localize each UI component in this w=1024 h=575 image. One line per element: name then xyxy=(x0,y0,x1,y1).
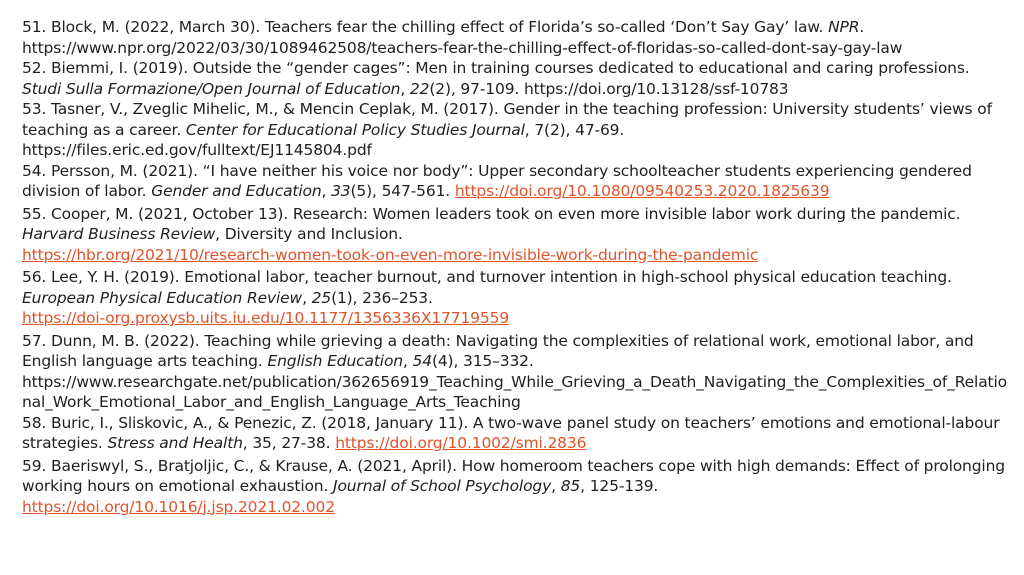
ref-tail: , Diversity and Inclusion. xyxy=(215,225,403,243)
ref-link[interactable]: https://hbr.org/2021/10/research-women-took-on-even-more-invisible-work-during-the-pandemic xyxy=(22,245,759,264)
ref-text: Baeriswyl, S., Bratjoljic, C., & Krause, A. (2021, April). How homeroom teachers cope with high demands: Effect of prolonging working hours on emotional exhaustion. xyxy=(22,456,1005,495)
ref-source: Harvard Business Review xyxy=(22,225,216,243)
reference-57: 57. Dunn, M. B. (2022). Teaching while grieving a death: Navigating the complexities of relational work, emotional labor, and English language arts teaching. English Education, 54(4), 315–332. https://www.researchgate.net/publication/362656919_Teaching_While_Grieving_a_Death_Navigating_the_Complexities_of_Relational_Work_Emotional_Labor_and_English_Language_Arts_Teaching xyxy=(22,331,1007,411)
ref-text: Buric, I., Sliskovic, A., & Penezic, Z. (2018, January 11). A two-wave panel study on teachers’ emotions and emotional-labour strategies. xyxy=(22,413,1000,452)
ref-volume: 54 xyxy=(412,352,432,370)
ref-source: English Education xyxy=(267,352,403,370)
ref-tail: (4), 315–332. xyxy=(431,352,534,370)
reference-56: 56. Lee, Y. H. (2019). Emotional labor, teacher burnout, and turnover intention in high-school physical education teaching. European Physical Education Review, 25(1), 236–253. https://doi-org.proxysb.uits.iu.edu/10.1177/1356336X17719559 xyxy=(22,268,952,327)
ref-link[interactable]: https://doi.org/10.1080/09540253.2020.1825639 xyxy=(454,182,830,200)
ref-number: 51. xyxy=(22,18,47,36)
ref-link[interactable]: https://doi.org/10.1002/smi.2836 xyxy=(335,434,587,452)
ref-volume: 22 xyxy=(409,79,430,98)
ref-text: Dunn, M. B. (2022). Teaching while grieving a death: Navigating the complexities of relational work, emotional labor, and English language arts teaching. xyxy=(22,331,974,370)
ref-volume: 85 xyxy=(560,477,581,495)
ref-number: 58. xyxy=(22,413,47,432)
ref-tail: , 35, 27-38. xyxy=(242,434,331,452)
ref-source: Journal of School Psychology xyxy=(333,477,552,495)
reference-59: 59. Baeriswyl, S., Bratjoljic, C., & Krause, A. (2021, April). How homeroom teachers cope with high demands: Effect of prolonging working hours on emotional exhaustion. Journal of School Psychology, 85, 125-139. https://doi.org/10.1016/j.jsp.2021.02.002 xyxy=(22,456,1005,516)
ref-url: https://www.researchgate.net/publication/362656919_Teaching_While_Grieving_a_Death_Navigating_the_Complexities_of_Relational_Work_Emotional_Labor_and_English_Language_Arts_Teaching xyxy=(22,372,1007,411)
ref-link[interactable]: https://doi.org/10.1016/j.jsp.2021.02.002 xyxy=(22,497,335,516)
ref-number: 52. xyxy=(22,59,47,77)
reference-51 xyxy=(22,17,1007,58)
ref-number: 59. xyxy=(22,456,47,475)
ref-number: 53. xyxy=(22,100,47,118)
ref-tail: (5), 547-561. xyxy=(350,182,451,200)
ref-text: Lee, Y. H. (2019). Emotional labor, teacher burnout, and turnover intention in high-school physical education teaching. xyxy=(50,268,952,286)
ref-number: 54. xyxy=(22,161,47,180)
ref-source: Gender and Education xyxy=(151,182,322,200)
ref-text: Persson, M. (2021). “I have neither his voice nor body”: Upper secondary schoolteacher students experiencing gendered division of labor. xyxy=(22,161,972,200)
ref-link[interactable]: https://doi-org.proxysb.uits.iu.edu/10.1177/1356336X17719559 xyxy=(22,309,510,327)
ref-text: Block, M. (2022, March 30). Teachers fear the chilling effect of Florida’s so-called ‘Don’t Say Gay’ law. xyxy=(50,18,824,36)
reference-list xyxy=(22,17,1007,517)
ref-volume: 25 xyxy=(311,288,332,307)
ref-source: European Physical Education Review xyxy=(22,288,303,307)
reference-58 xyxy=(22,413,1007,454)
ref-tail: . xyxy=(859,18,865,36)
ref-text: Biemmi, I. (2019). Outside the “gender cages”: Men in training courses dedicated to educational and caring professions. xyxy=(50,59,970,77)
ref-source: Center for Educational Policy Studies Journal xyxy=(185,120,525,139)
ref-number: 57. xyxy=(22,331,47,350)
ref-text: Tasner, V., Zveglic Mihelic, M., & Mencin Ceplak, M. (2017). Gender in the teaching profession: University students’ views of teaching as a career. xyxy=(22,100,992,139)
ref-text: Cooper, M. (2021, October 13). Research: Women leaders took on even more invisible labor work during the pandemic. xyxy=(50,204,961,223)
ref-tail: , 125-139. xyxy=(580,477,659,495)
reference-54: 54. Persson, M. (2021). “I have neither his voice nor body”: Upper secondary schoolteacher students experiencing gendered division of labor. Gender and Education, 33(5), 547-561. https://doi.org/10.1080/09540253.2020.1825639 xyxy=(22,161,972,200)
reference-52: 52. Biemmi, I. (2019). Outside the “gender cages”: Men in training courses dedicated to educational and caring professions. Studi Sulla Formazione/Open Journal of Education, 22(2), 97-109. https://doi.org/10.13128/ssf-10783 xyxy=(22,59,970,98)
ref-url: https://files.eric.ed.gov/fulltext/EJ1145804.pdf xyxy=(22,141,372,159)
ref-source: Studi Sulla Formazione/Open Journal of Education xyxy=(22,79,401,98)
ref-volume: 33 xyxy=(331,182,351,200)
ref-number: 56. xyxy=(22,268,47,286)
ref-tail: (1), 236–253. xyxy=(331,288,433,307)
ref-tail: , 7(2), 47-69. xyxy=(524,120,625,139)
ref-source: NPR xyxy=(828,18,860,36)
ref-tail: (2), 97-109. https://doi.org/10.13128/ssf-10783 xyxy=(429,79,789,98)
ref-source: Stress and Health xyxy=(107,434,243,452)
ref-number: 55. xyxy=(22,204,47,223)
ref-url: https://www.npr.org/2022/03/30/1089462508/teachers-fear-the-chilling-effect-of-floridas-so-called-dont-say-gay-law xyxy=(22,38,903,57)
reference-53 xyxy=(22,99,1007,161)
reference-55 xyxy=(22,204,1007,266)
